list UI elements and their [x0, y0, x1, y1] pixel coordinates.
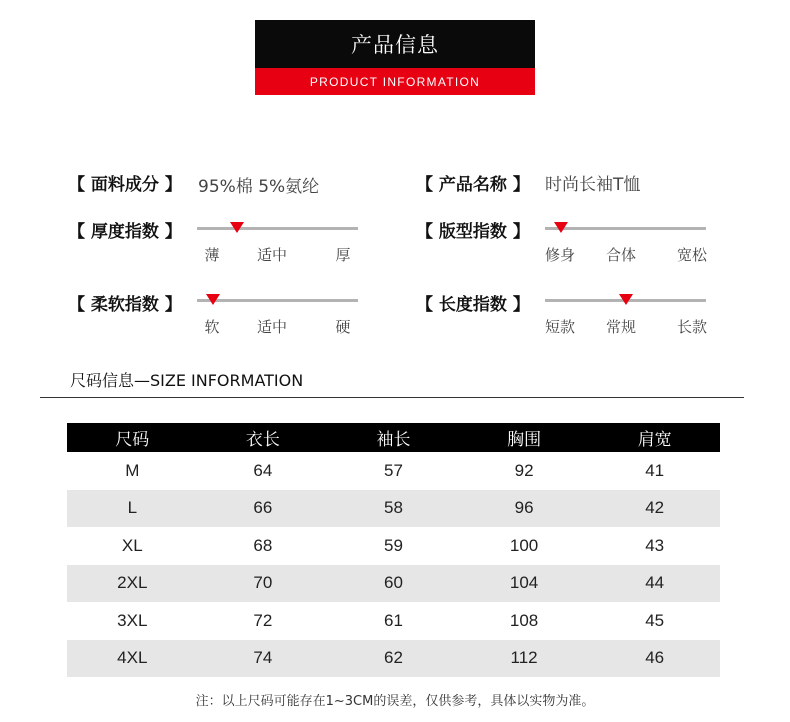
softness-label: 【 柔软指数 】: [68, 295, 182, 315]
scale-option: 常规: [605, 318, 637, 336]
table-cell: 4XL: [67, 640, 198, 678]
scale-marker-icon: [554, 222, 568, 233]
softness-scale: [197, 293, 358, 343]
table-cell: 66: [198, 490, 329, 528]
scale-option: 适中: [256, 318, 288, 336]
table-cell: 61: [384, 610, 403, 630]
product-name-label: 【 产品名称 】: [416, 175, 530, 195]
scale-option: 修身: [544, 246, 576, 264]
thickness-label: 【 厚度指数 】: [68, 222, 182, 242]
header-chest: 胸围: [459, 423, 590, 452]
table-cell: 74: [198, 640, 329, 678]
scale-option: 短款: [544, 318, 576, 336]
table-cell: 46: [589, 640, 720, 678]
table-cell: 62: [328, 640, 459, 678]
fabric-value: 95%棉 5%氨纶: [198, 177, 320, 197]
table-cell: 68: [253, 535, 273, 555]
table-cell: 3XL: [117, 610, 148, 630]
table-cell: 58: [328, 490, 459, 528]
scale-option: 宽松: [676, 246, 708, 264]
table-cell: 100: [509, 535, 539, 555]
scale-marker-icon: [230, 222, 244, 233]
table-cell: 44: [589, 565, 720, 603]
size-table: [67, 423, 720, 677]
table-cell: 59: [384, 535, 403, 555]
scale-option: 薄: [204, 246, 220, 264]
size-section-title: 尺码信息—SIZE INFORMATION: [70, 371, 304, 390]
header-size: 尺码: [67, 423, 198, 452]
table-cell: 42: [589, 490, 720, 528]
scale-option: 厚: [335, 246, 351, 264]
scale-track: [545, 227, 706, 230]
table-cell: 108: [509, 610, 539, 630]
table-cell: L: [67, 490, 198, 528]
table-cell: 45: [645, 610, 665, 630]
banner-subtitle: PRODUCT INFORMATION: [255, 68, 535, 95]
scale-option: 合体: [605, 246, 637, 264]
table-cell: 70: [198, 565, 329, 603]
banner-title: 产品信息: [255, 20, 535, 68]
size-footnote: 注：以上尺码可能存在1~3CM的误差，仅供参考，具体以实物为准。: [195, 694, 595, 709]
table-cell: 64: [253, 460, 273, 480]
product-name-value: 时尚长袖T恤: [545, 175, 641, 195]
table-row: [67, 565, 720, 603]
table-cell: 92: [514, 460, 534, 480]
scale-option: 长款: [676, 318, 708, 336]
table-row: [67, 640, 720, 678]
table-cell: 2XL: [67, 565, 198, 603]
table-row: [67, 452, 720, 490]
scale-track: [197, 227, 358, 230]
header-length: 衣长: [198, 423, 329, 452]
table-cell: 72: [253, 610, 273, 630]
table-cell: 41: [645, 460, 665, 480]
scale-marker-icon: [206, 294, 220, 305]
length-label: 【 长度指数 】: [416, 295, 530, 315]
section-divider: [40, 397, 744, 398]
size-table-header: [67, 423, 720, 452]
scale-option: 适中: [256, 246, 288, 264]
table-cell: 60: [328, 565, 459, 603]
scale-track: [197, 299, 358, 302]
fabric-label: 【 面料成分 】: [68, 175, 182, 195]
table-cell: XL: [121, 535, 143, 555]
table-row: [67, 527, 720, 565]
table-cell: 43: [645, 535, 665, 555]
header-shoulder: 肩宽: [589, 423, 720, 452]
table-row: [67, 602, 720, 640]
scale-option: 硬: [335, 318, 351, 336]
table-cell: 96: [459, 490, 590, 528]
table-row: [67, 490, 720, 528]
fit-scale: [545, 221, 706, 271]
table-cell: M: [125, 460, 140, 480]
thickness-scale: [197, 221, 358, 271]
scale-marker-icon: [619, 294, 633, 305]
scale-option: 软: [204, 318, 220, 336]
length-scale: [545, 293, 706, 343]
table-cell: 104: [459, 565, 590, 603]
fit-label: 【 版型指数 】: [416, 222, 530, 242]
table-cell: 57: [384, 460, 403, 480]
header-sleeve: 袖长: [328, 423, 459, 452]
product-info-banner: [255, 20, 535, 95]
table-cell: 112: [459, 640, 590, 678]
